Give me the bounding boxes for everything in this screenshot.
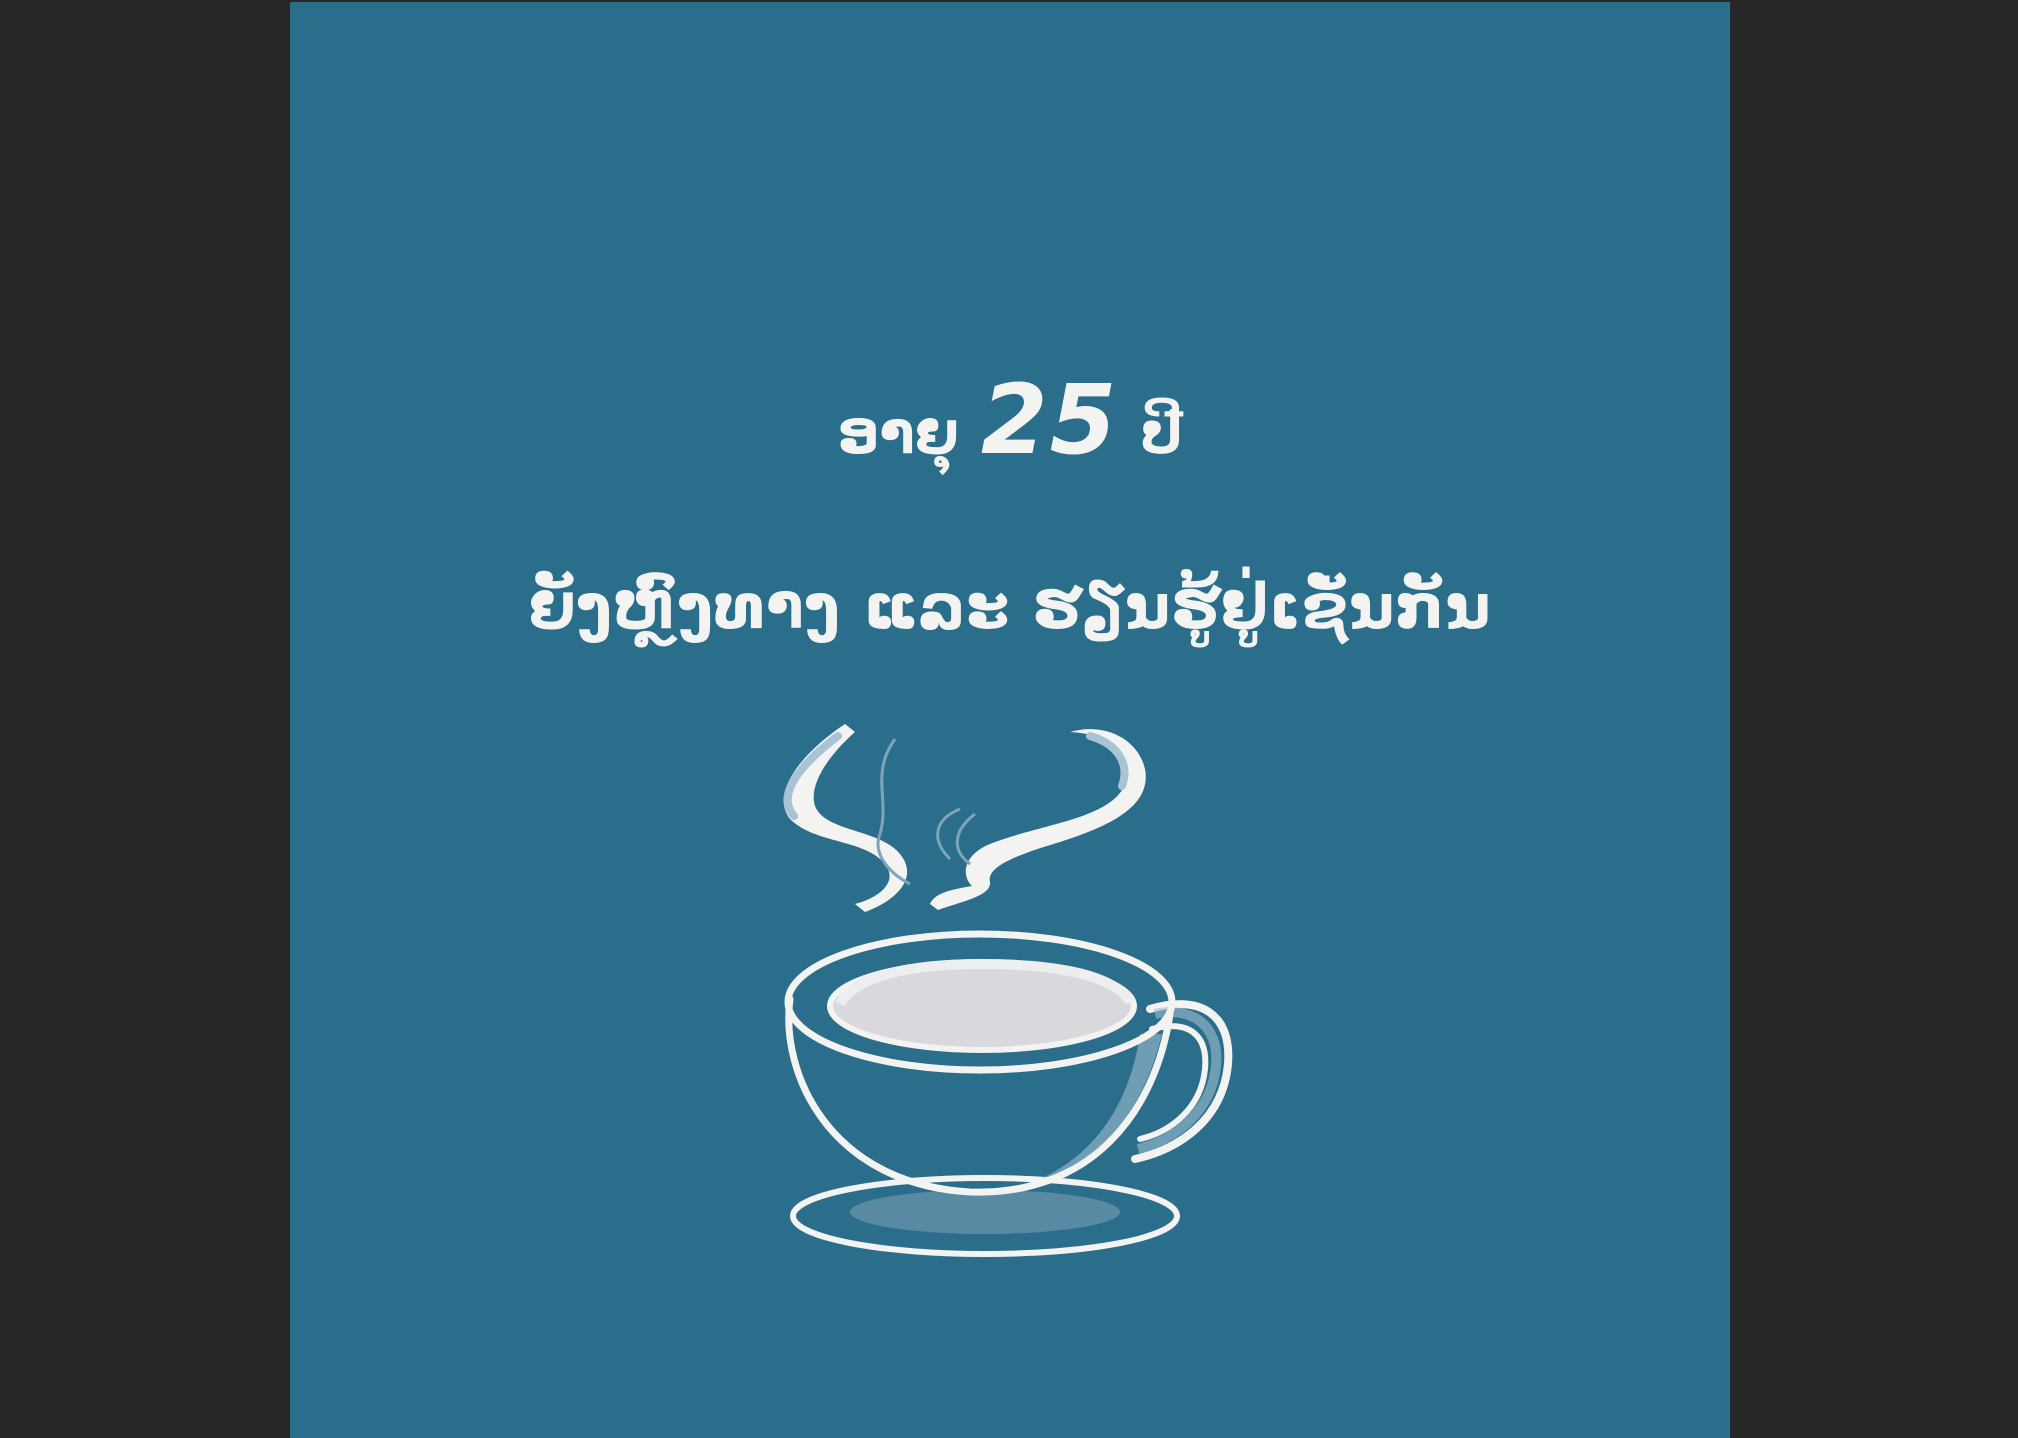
post-image xyxy=(290,2,1730,1438)
years-label: ປີ xyxy=(1140,399,1183,467)
age-heading xyxy=(290,364,1730,484)
age-number: 25 xyxy=(980,364,1119,476)
coffee-cup-icon xyxy=(760,714,1260,1274)
steam-right-icon xyxy=(930,729,1146,910)
cup-rim-icon xyxy=(788,934,1172,1070)
subtitle: ຍັງຫຼົງທາງ ແລະ ຮຽນຮູ້ຢູ່ເຊັ່ນກັນ xyxy=(528,570,1492,643)
age-label: ອາຍຸ xyxy=(837,399,959,467)
